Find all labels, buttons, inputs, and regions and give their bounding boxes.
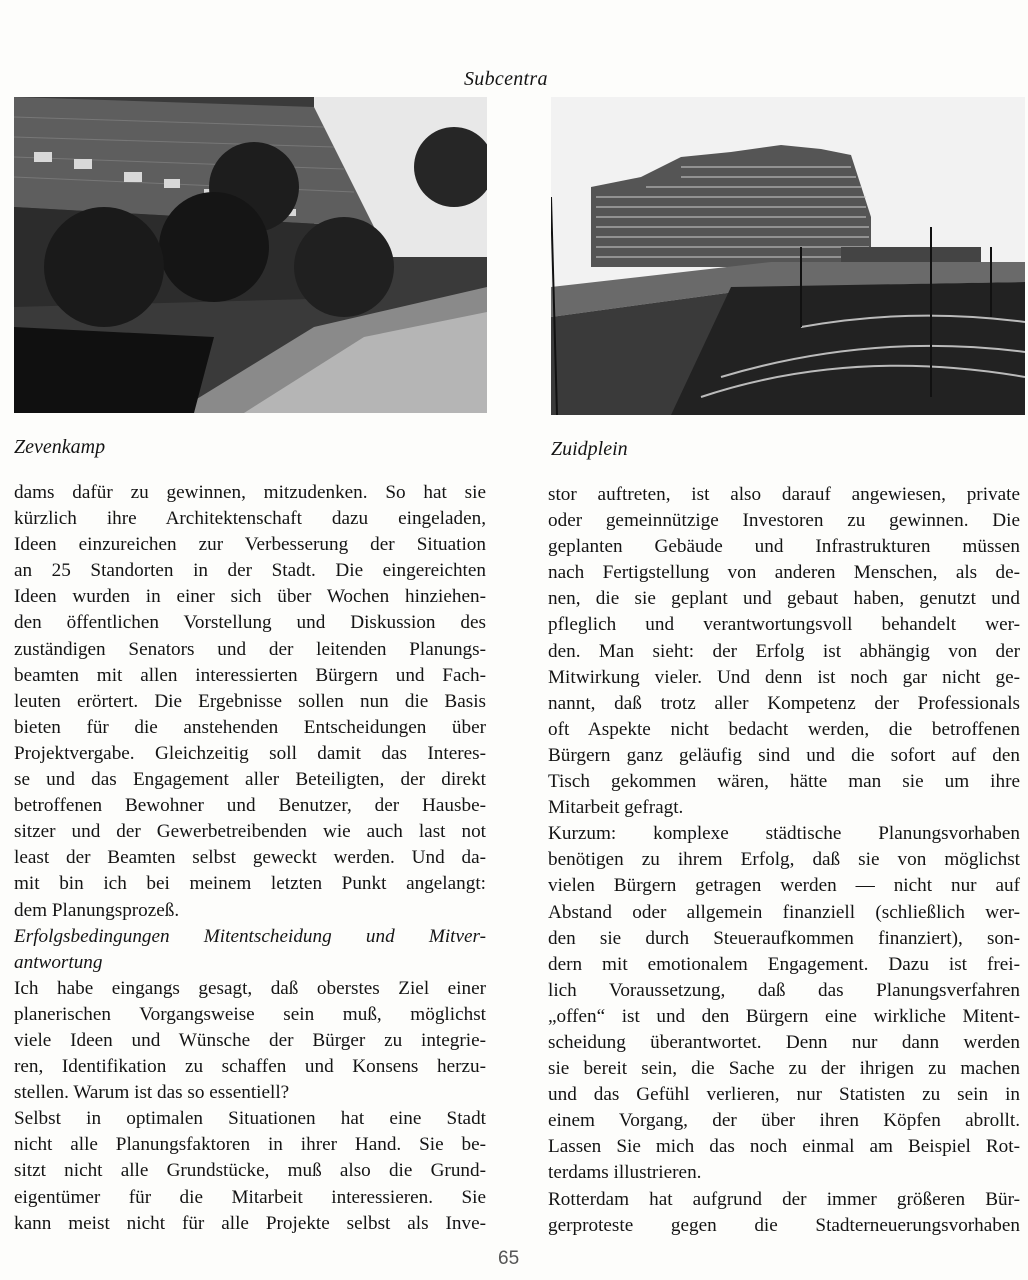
text-line: sie bereit sein, die Sache zu der ihrigen zu machen xyxy=(548,1058,1020,1080)
text-line: und das Gefühl verlieren, nur Statisten zu sein in xyxy=(548,1084,1020,1106)
text-line: Ideen wurden in einer sich über Wochen hinziehen- xyxy=(14,586,486,608)
text-line: den. Man sieht: der Erfolg ist abhängig von der xyxy=(548,640,1020,662)
text-line: lich Voraussetzung, daß das Planungsverfahren xyxy=(548,979,1020,1001)
text-line: Rotterdam hat aufgrund der immer größeren Bür- xyxy=(548,1188,1020,1210)
text-line: Erfolgsbedingungen Mitentscheidung und Mitver- xyxy=(14,925,486,947)
text-line: antwortung xyxy=(14,951,103,973)
text-line: den sie durch Steueraufkommen finanziert), son- xyxy=(548,927,1020,949)
text-line: oft Aspekte nicht bedacht werden, die betroffenen xyxy=(548,718,1020,740)
text-line: dams dafür zu gewinnen, mitzudenken. So hat sie xyxy=(14,482,486,503)
caption-zuidplein: Zuidplein xyxy=(551,438,628,460)
text-line: oder gemeinnützige Investoren zu gewinnen. Die xyxy=(548,510,1020,532)
text-line: nannt, daß trotz aller Kompetenz der Professionals xyxy=(548,692,1020,714)
left-text-column xyxy=(14,480,486,1237)
text-line: least der Beamten selbst geweckt werden. Und da- xyxy=(14,847,486,869)
text-line: den öffentlichen Vorstellung und Diskussion des xyxy=(14,612,486,634)
text-line: stellen. Warum ist das so essentiell? xyxy=(14,1082,290,1104)
text-line: nicht alle Planungsfaktoren in ihrer Hand. Sie be- xyxy=(14,1134,486,1156)
zuidplein-photo xyxy=(551,97,1025,415)
text-line: viele Ideen und Wünsche der Bürger zu integrie- xyxy=(14,1029,486,1051)
text-line: pfleglich und verantwortungsvoll behandelt wer- xyxy=(548,614,1020,636)
page-number: 65 xyxy=(498,1248,520,1269)
text-line: Ideen einzureichen zur Verbesserung der Situation xyxy=(14,534,486,556)
text-line: sitzer und der Gewerbetreibenden wie auch last not xyxy=(14,821,486,843)
text-line: vielen Bürgern getragen werden — nicht nur auf xyxy=(548,875,1020,897)
text-line: sitzt nicht alle Grundstücke, muß also die Grund- xyxy=(14,1160,486,1182)
text-line: terdams illustrieren. xyxy=(548,1162,702,1184)
text-line: Tisch gekommen wären, hätte man sie um ihre xyxy=(548,771,1020,793)
text-line: Mitarbeit gefragt. xyxy=(548,797,684,819)
text-line: Lassen Sie mich das noch einmal am Beispiel Rot- xyxy=(548,1136,1020,1158)
text-line: an 25 Standorten in der Stadt. Die eingereichten xyxy=(14,560,486,582)
text-line: Ich habe eingangs gesagt, daß oberstes Ziel einer xyxy=(14,977,486,999)
text-line: dern mit emotionalem Engagement. Dazu ist frei- xyxy=(548,953,1020,975)
text-line: se und das Engagement aller Beteiligten, der direkt xyxy=(14,769,486,791)
text-line: Kurzum: komplexe städtische Planungsvorhaben xyxy=(548,823,1020,845)
caption-zevenkamp: Zevenkamp xyxy=(14,436,106,458)
text-line: stor auftreten, ist also darauf angewiesen, private xyxy=(548,484,1020,505)
running-head: Subcentra xyxy=(464,68,548,90)
text-line: gerproteste gegen die Stadterneuerungsvorhaben xyxy=(548,1214,1020,1236)
text-line: leuten erörtert. Die Ergebnisse sollen nun die Basis xyxy=(14,690,486,712)
text-line: ren, Identifikation zu schaffen und Konsens herzu- xyxy=(14,1056,486,1078)
text-line: planerischen Vorgangsweise sein muß, möglichst xyxy=(14,1003,486,1025)
text-line: Mitwirkung vieler. Und denn ist noch gar nicht ge- xyxy=(548,666,1020,688)
text-line: bieten für die anstehenden Entscheidungen über xyxy=(14,716,486,738)
text-line: mit bin ich bei meinem letzten Punkt angelangt: xyxy=(14,873,486,895)
text-line: benötigen zu ihrem Erfolg, daß sie von möglichst xyxy=(548,849,1020,871)
text-line: zuständigen Senators und der leitenden Planungs- xyxy=(14,638,486,660)
text-line: beamten mit allen interessierten Bürgern und Fach- xyxy=(14,664,486,686)
text-line: Selbst in optimalen Situationen hat eine Stadt xyxy=(14,1108,486,1130)
text-line: kann meist nicht für alle Projekte selbst als Inve- xyxy=(14,1212,486,1234)
text-line: Projektvergabe. Gleichzeitig soll damit das Interes- xyxy=(14,742,486,764)
text-line: eigentümer für die Mitarbeit interessieren. Sie xyxy=(14,1186,486,1208)
text-line: dem Planungsprozeß. xyxy=(14,899,180,921)
text-line: nach Fertigstellung von anderen Menschen, als de- xyxy=(548,562,1020,584)
zevenkamp-photo xyxy=(14,97,487,413)
text-line: kürzlich ihre Architektenschaft dazu eingeladen, xyxy=(14,508,486,530)
text-line: Bürgern ganz geläufig sind und die sofort auf den xyxy=(548,744,1020,766)
right-text-column xyxy=(548,482,1020,1239)
text-line: nen, die sie geplant und gebaut haben, genutzt und xyxy=(548,588,1020,610)
text-line: einem Vorgang, der über ihren Köpfen abrollt. xyxy=(548,1110,1020,1132)
text-line: betroffenen Bewohner und Benutzer, der Hausbe- xyxy=(14,795,486,817)
text-line: Abstand oder allgemein finanziell (schließlich wer- xyxy=(548,901,1020,923)
text-line: scheidung überantwortet. Denn nur dann werden xyxy=(548,1031,1020,1053)
text-line: „offen“ ist und den Bürgern eine wirkliche Mitent- xyxy=(548,1005,1020,1027)
text-line: geplanten Gebäude und Infrastrukturen müssen xyxy=(548,536,1020,558)
